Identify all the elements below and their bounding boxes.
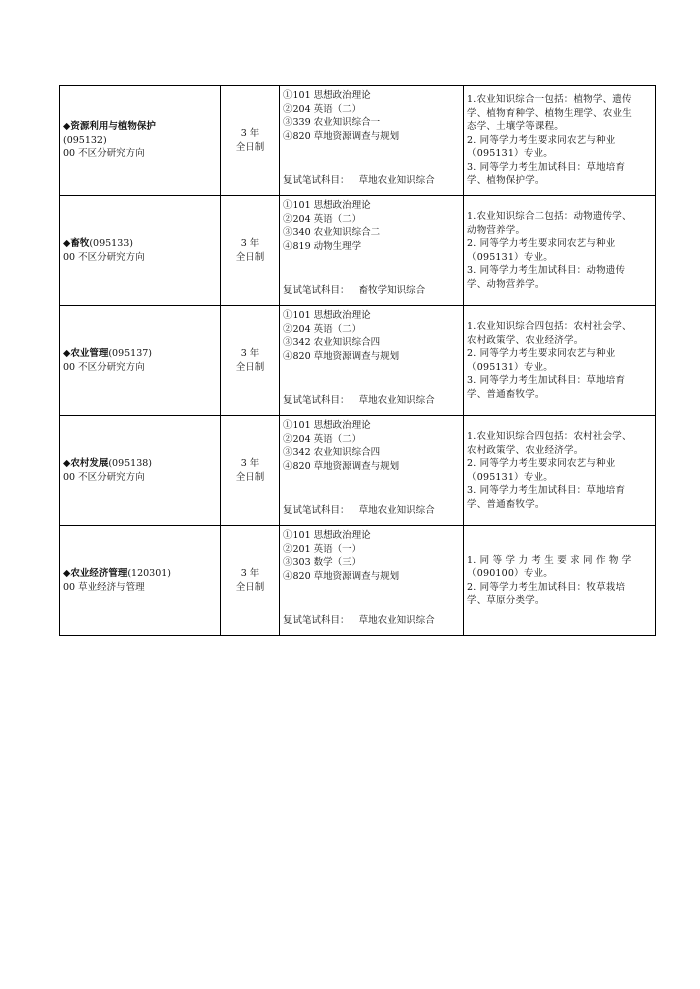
major-title — [63, 237, 217, 251]
research-direction: 00 不区分研究方向 — [63, 471, 145, 483]
retest-subject — [283, 284, 425, 298]
note-line: 学、动物营养学。 — [467, 278, 545, 290]
note-line: 1.农业知识综合一包括：植物学、遗传 — [467, 94, 632, 106]
exam-cell — [280, 86, 464, 196]
retest-subject-name: 草地农业知识综合 — [358, 394, 435, 406]
note-line: 1.农业知识综合四包括：农村社会学、 — [467, 321, 632, 332]
exam-subject: ①101 思想政治理论 — [283, 310, 371, 321]
exam-subject: ③342 农业知识综合四 — [283, 447, 381, 458]
exam-subject-list — [280, 196, 463, 253]
notes-cell — [464, 526, 656, 636]
major-title — [63, 457, 217, 471]
note-line: （095131）专业。 — [467, 361, 553, 373]
notes-cell — [464, 306, 656, 416]
research-direction: 00 不区分研究方向 — [63, 361, 145, 373]
exam-subject: ④820 草地资源调查与规划 — [283, 570, 400, 582]
retest-subject-name: 草地农业知识综合 — [358, 174, 435, 186]
note-line: 学、植物育种学、植物生理学、农业生 — [467, 107, 632, 119]
major-name: 畜牧 — [70, 238, 90, 249]
duration-cell — [221, 526, 280, 636]
retest-subject — [283, 394, 435, 408]
table-row — [60, 196, 656, 306]
retest-subject — [283, 504, 435, 518]
major-cell — [60, 196, 221, 306]
retest-subject — [283, 174, 435, 188]
note-line: 农村政策学、农业经济学。 — [467, 444, 584, 456]
note-line: 2. 同等学力考生要求同农艺与种业 — [467, 238, 616, 249]
duration-cell — [221, 306, 280, 416]
retest-subject — [283, 614, 435, 628]
duration: 3 年 — [240, 568, 260, 579]
major-name: 农业管理 — [70, 348, 109, 359]
note-line: （095131）专业。 — [467, 251, 553, 263]
note-line: 学、植物保护学。 — [467, 175, 545, 187]
exam-subject: ①101 思想政治理论 — [283, 200, 371, 211]
exam-subject: ②201 英语（一） — [283, 543, 362, 555]
major-title — [63, 120, 217, 134]
major-cell — [60, 86, 221, 196]
note-line: 2. 同等学力考生要求同农艺与种业 — [467, 348, 616, 359]
exam-subject: ②204 英语（二） — [283, 433, 362, 445]
major-cell — [60, 306, 221, 416]
exam-subject-list — [280, 86, 463, 143]
exam-subject: ③303 数学（三） — [283, 557, 362, 568]
diamond-bullet-icon: ◆ — [63, 348, 71, 359]
diamond-bullet-icon: ◆ — [63, 458, 71, 469]
major-code: (095133) — [89, 238, 134, 249]
major-code: (095137) — [108, 348, 153, 359]
table-row — [60, 306, 656, 416]
table-row — [60, 526, 656, 636]
note-line: （090100）专业。 — [467, 568, 553, 579]
research-direction: 00 不区分研究方向 — [63, 251, 145, 263]
note-line: 农村政策学、农业经济学。 — [467, 334, 584, 346]
note-line: 学、草原分类学。 — [467, 595, 545, 606]
exam-subject: ③339 农业知识综合一 — [283, 117, 381, 128]
note-line: 1.农业知识综合二包括：动物遗传学、 — [467, 211, 632, 222]
major-name: 农业经济管理 — [70, 568, 128, 579]
retest-label: 复试笔试科目： — [283, 394, 350, 406]
diamond-bullet-icon: ◆ — [63, 238, 71, 249]
exam-subject-list — [280, 306, 463, 363]
note-line: 3. 同等学力考生加试科目：动物遗传 — [467, 265, 626, 276]
note-line: （095131）专业。 — [467, 471, 553, 483]
retest-label: 复试笔试科目： — [283, 174, 350, 186]
retest-subject-name: 草地农业知识综合 — [358, 504, 435, 516]
note-line: 动物营养学。 — [467, 224, 526, 236]
major-name: 农村发展 — [70, 458, 109, 469]
note-line: 2. 同等学力考生要求同农艺与种业 — [467, 134, 616, 146]
research-direction: 00 不区分研究方向 — [63, 148, 145, 160]
note-line: 学、普通畜牧学。 — [467, 498, 545, 510]
major-title — [63, 347, 217, 361]
study-mode: 全日制 — [235, 251, 265, 263]
exam-subject: ③342 农业知识综合四 — [283, 337, 381, 348]
note-line: （095131）专业。 — [467, 148, 553, 160]
notes-cell — [464, 196, 656, 306]
exam-subject: ③340 农业知识综合二 — [283, 227, 381, 238]
exam-subject-list — [280, 416, 463, 473]
major-code-line: (095132) — [63, 134, 107, 146]
note-line: 1. 同 等 学 力 考 生 要 求 同 作 物 学 — [467, 554, 632, 566]
note-line: 3. 同等学力考生加试科目：草地培育 — [467, 161, 626, 173]
retest-label: 复试笔试科目： — [283, 504, 350, 516]
exam-cell — [280, 306, 464, 416]
major-name: 资源利用与植物保护 — [70, 121, 156, 133]
study-mode: 全日制 — [235, 581, 265, 593]
exam-cell — [280, 416, 464, 526]
exam-subject: ②204 英语（二） — [283, 103, 362, 115]
program-table — [59, 85, 656, 636]
major-title — [63, 567, 217, 581]
retest-subject-name: 畜牧学知识综合 — [358, 284, 426, 296]
diamond-bullet-icon: ◆ — [63, 121, 71, 133]
notes-cell — [464, 86, 656, 196]
duration: 3 年 — [240, 128, 260, 139]
notes-cell — [464, 416, 656, 526]
exam-subject: ①101 思想政治理论 — [283, 530, 371, 541]
major-code: (120301) — [127, 568, 172, 579]
retest-subject-name: 草地农业知识综合 — [358, 614, 435, 626]
duration: 3 年 — [240, 348, 260, 359]
research-direction: 00 草业经济与管理 — [63, 581, 145, 593]
exam-subject: ②204 英语（二） — [283, 323, 362, 335]
note-line: 3. 同等学力考生加试科目：草地培育 — [467, 485, 626, 496]
note-line: 态学、土壤学等课程。 — [467, 121, 565, 133]
duration-cell — [221, 86, 280, 196]
note-line: 3. 同等学力考生加试科目：草地培育 — [467, 375, 626, 386]
exam-subject: ①101 思想政治理论 — [283, 90, 371, 101]
exam-subject: ④820 草地资源调查与规划 — [283, 460, 400, 472]
exam-cell — [280, 526, 464, 636]
retest-label: 复试笔试科目： — [283, 284, 350, 296]
retest-label: 复试笔试科目： — [283, 614, 350, 626]
exam-subject: ②204 英语（二） — [283, 213, 362, 225]
major-cell — [60, 416, 221, 526]
exam-subject: ①101 思想政治理论 — [283, 420, 371, 431]
study-mode: 全日制 — [235, 361, 265, 373]
duration: 3 年 — [240, 238, 260, 249]
duration: 3 年 — [240, 458, 260, 469]
major-cell — [60, 526, 221, 636]
duration-cell — [221, 416, 280, 526]
major-code: (095138) — [108, 458, 153, 469]
exam-subject: ④819 动物生理学 — [283, 240, 362, 252]
exam-cell — [280, 196, 464, 306]
diamond-bullet-icon: ◆ — [63, 568, 71, 579]
exam-subject: ④820 草地资源调查与规划 — [283, 130, 400, 142]
note-line: 2. 同等学力考生要求同农艺与种业 — [467, 458, 616, 469]
table-row — [60, 416, 656, 526]
exam-subject-list — [280, 526, 463, 583]
table-row — [60, 86, 656, 196]
note-line: 学、普通畜牧学。 — [467, 388, 545, 400]
exam-subject: ④820 草地资源调查与规划 — [283, 350, 400, 362]
note-line: 2. 同等学力考生加试科目：牧草栽培 — [467, 581, 626, 593]
study-mode: 全日制 — [235, 141, 265, 153]
study-mode: 全日制 — [235, 471, 265, 483]
note-line: 1.农业知识综合四包括：农村社会学、 — [467, 431, 632, 442]
duration-cell — [221, 196, 280, 306]
